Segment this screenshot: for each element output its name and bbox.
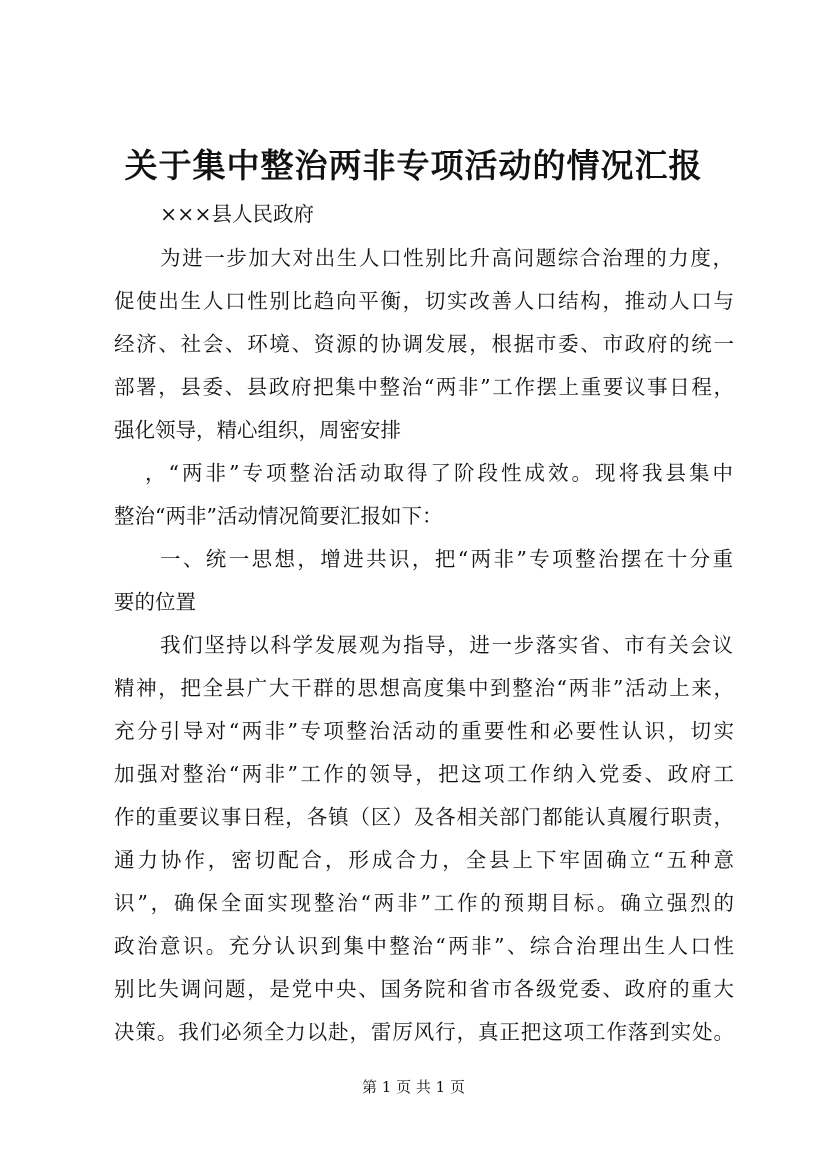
paragraph-line: 部署，县委、县政府把集中整治“两非”工作摆上重要议事日程， xyxy=(114,375,734,399)
paragraph-line: 促使出生人口性别比趋向平衡，切实改善人口结构，推动人口与 xyxy=(114,289,734,313)
document-title: 关于集中整治两非专项活动的情况汇报 xyxy=(124,146,703,185)
paragraph-line: 我们坚持以科学发展观为指导，进一步落实省、市有关会议 xyxy=(160,633,733,657)
page-number: 第 1 页 共 1 页 xyxy=(362,1078,465,1096)
paragraph-line: 政治意识。充分认识到集中整治“两非”、综合治理出生人口性 xyxy=(114,934,734,958)
paragraph-line: 别比失调问题，是党中央、国务院和省市各级党委、政府的重大 xyxy=(114,977,734,1001)
paragraph-line: 强化领导，精心组织，周密安排 xyxy=(114,418,401,442)
paragraph-line: 识”，确保全面实现整治“两非”工作的预期目标。确立强烈的 xyxy=(114,891,734,915)
paragraph-line: 整治“两非”活动情况简要汇报如下： xyxy=(114,504,443,528)
paragraph-line: 精神，把全县广大干群的思想高度集中到整治“两非”活动上来， xyxy=(114,676,734,700)
paragraph-line: 决策。我们必须全力以赴，雷厉风行，真正把这项工作落到实处。 xyxy=(114,1020,734,1044)
paragraph-line: ，“两非”专项整治活动取得了阶段性成效。现将我县集中 xyxy=(145,461,733,485)
paragraph-line: 经济、社会、环境、资源的协调发展，根据市委、市政府的统一 xyxy=(114,332,734,356)
section-heading-line: 一、统一思想，增进共识，把“两非”专项整治摆在十分重 xyxy=(160,547,733,571)
paragraph-line: 作的重要议事日程，各镇（区）及各相关部门都能认真履行职责， xyxy=(114,805,734,829)
paragraph-line: 加强对整治“两非”工作的领导，把这项工作纳入党委、政府工 xyxy=(114,762,734,786)
paragraph-line: 通力协作，密切配合，形成合力，全县上下牢固确立“五种意 xyxy=(114,848,734,872)
paragraph-line: 充分引导对“两非”专项整治活动的重要性和必要性认识，切实 xyxy=(114,719,734,743)
author-line: ×××县人民政府 xyxy=(160,202,315,226)
section-heading-line: 要的位置 xyxy=(114,590,196,614)
paragraph-line: 为进一步加大对出生人口性别比升高问题综合治理的力度， xyxy=(160,246,733,270)
